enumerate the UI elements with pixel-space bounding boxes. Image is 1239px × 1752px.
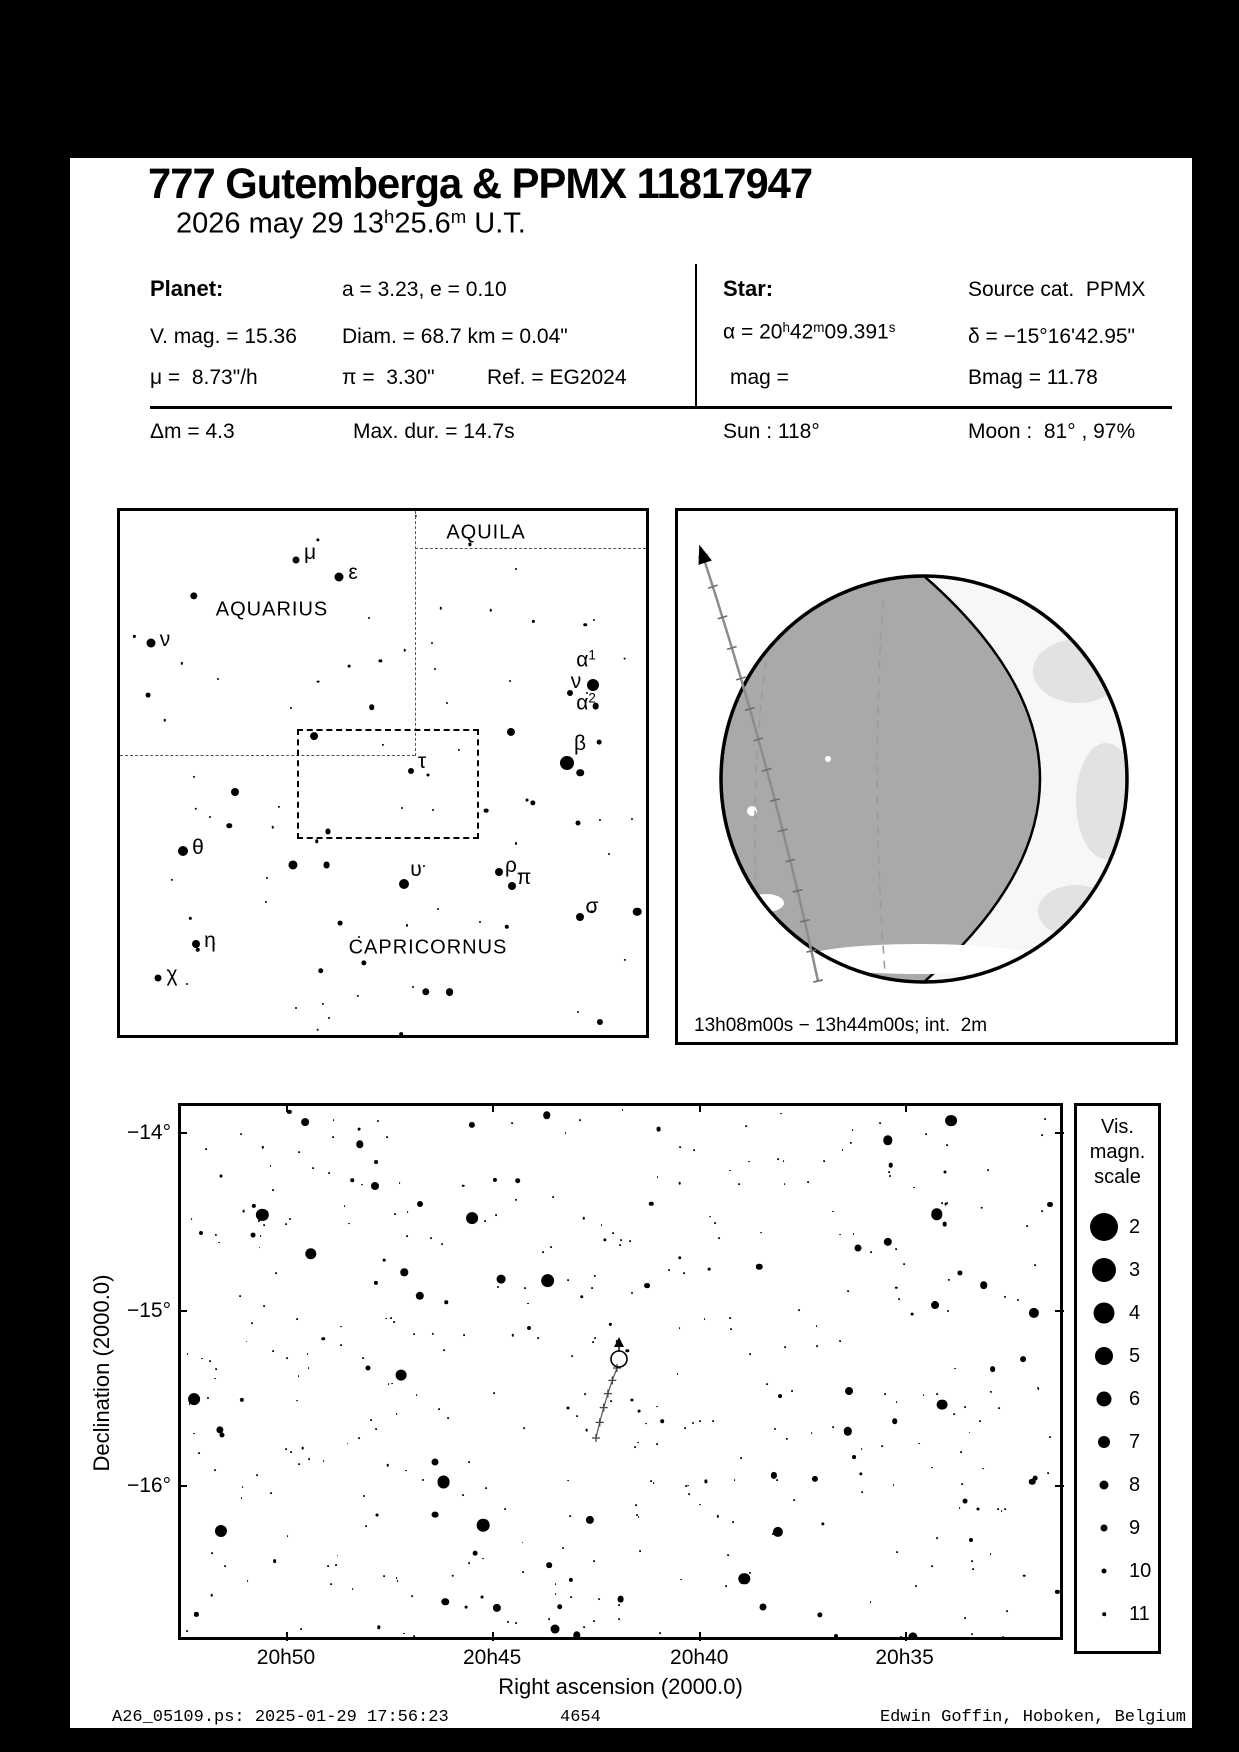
- named-star-dot: [408, 768, 414, 774]
- background-star: [525, 798, 528, 801]
- background-star: [328, 1017, 330, 1019]
- background-star: [532, 620, 534, 622]
- ra-tick: [905, 1103, 907, 1112]
- legend-magnitude: 3: [1129, 1259, 1141, 1281]
- planet-vmag: V. mag. = 15.36: [150, 325, 297, 348]
- background-star: [404, 649, 407, 652]
- background-star: [290, 707, 292, 709]
- background-star: [437, 908, 439, 910]
- text-part: h: [383, 206, 395, 227]
- star-mag: mag =: [730, 366, 789, 389]
- main-star-chart: [126, 1103, 1063, 1669]
- background-star: [295, 1007, 297, 1009]
- legend-title-line: scale: [1094, 1166, 1141, 1188]
- footer-page-number: 4654: [560, 1708, 601, 1727]
- landmass: [748, 894, 784, 912]
- marker-trail: [596, 1368, 617, 1438]
- background-star: [323, 861, 330, 868]
- background-star: [446, 702, 448, 704]
- background-star: [489, 609, 492, 612]
- constellation-label: AQUILA: [446, 521, 526, 544]
- text-part: 09.391: [824, 320, 889, 344]
- star-label: χ: [166, 963, 178, 986]
- star-label: π: [516, 866, 532, 889]
- star-label: ν: [159, 628, 171, 651]
- background-star: [576, 821, 581, 826]
- legend-dot: [1090, 1213, 1118, 1241]
- dec-tick: [178, 1485, 187, 1487]
- background-star: [505, 925, 509, 929]
- background-star: [347, 665, 350, 668]
- background-star: [509, 680, 511, 682]
- dec-tick-label: −14°: [126, 1120, 171, 1144]
- ra-tick: [492, 1103, 494, 1112]
- ra-tick: [699, 1632, 701, 1641]
- dec-tick: [178, 1310, 187, 1312]
- background-star: [412, 986, 414, 988]
- text-part: 2026 may 29 13: [176, 207, 384, 240]
- planet-diameter: Diam. = 68.7 km = 0.04": [342, 325, 568, 348]
- background-star: [180, 662, 182, 664]
- footer-filename: A26_05109.ps: 2025-01-29 17:56:23: [112, 1708, 449, 1727]
- background-star: [194, 807, 196, 809]
- background-star: [446, 988, 454, 996]
- background-star: [623, 959, 625, 961]
- legend-dot: [1102, 1569, 1107, 1574]
- star-right-ascension: [723, 320, 895, 345]
- background-star: [597, 1019, 603, 1025]
- named-star-dot: [192, 940, 200, 948]
- planet-section-label: Planet:: [150, 276, 224, 301]
- track-tick: [813, 980, 823, 982]
- fov-rectangle: [297, 729, 479, 839]
- star-label: θ: [192, 836, 204, 859]
- background-star: [265, 901, 267, 903]
- background-star: [631, 818, 633, 820]
- background-star: [434, 668, 436, 670]
- background-star: [317, 538, 320, 541]
- background-star: [196, 947, 200, 951]
- background-star: [593, 619, 595, 621]
- background-star: [515, 842, 517, 844]
- planet-orbit: a = 3.23, e = 0.10: [342, 278, 507, 301]
- page-title: 777 Gutemberga & PPMX 11817947: [148, 160, 813, 208]
- legend-magnitude: 4: [1129, 1302, 1141, 1324]
- dec-tick-label: −15°: [126, 1298, 171, 1322]
- star-label: μ: [303, 541, 317, 564]
- legend-dot: [1102, 1612, 1106, 1616]
- magnitude-legend: [1074, 1103, 1161, 1654]
- max-duration: Max. dur. = 14.7s: [353, 420, 515, 443]
- legend-magnitude: 10: [1129, 1560, 1152, 1582]
- background-star: [289, 860, 298, 869]
- moon-elongation: Moon : 81° , 97%: [968, 420, 1136, 443]
- background-star: [530, 800, 535, 805]
- ra-tick: [905, 1632, 907, 1641]
- text-part: m: [450, 206, 467, 227]
- background-star: [278, 806, 280, 808]
- table-divider: [695, 264, 697, 406]
- constellation-boundary: [415, 548, 646, 549]
- ra-tick: [492, 1632, 494, 1641]
- delta-m: Δm = 4.3: [150, 420, 235, 443]
- star-label: ε: [348, 561, 358, 584]
- background-star: [171, 879, 173, 881]
- text-part: h: [782, 320, 790, 335]
- sun-elongation: Sun : 118°: [723, 420, 820, 443]
- background-star: [217, 678, 219, 680]
- named-star-dot: [587, 679, 599, 691]
- star-label: β: [573, 732, 587, 755]
- named-star-dot: [399, 879, 409, 889]
- globe-panel: [675, 508, 1178, 1045]
- ra-tick-label: 20h35: [875, 1646, 934, 1669]
- ra-tick-label: 20h40: [670, 1646, 729, 1669]
- legend-dot: [1100, 1481, 1109, 1490]
- finder-chart: [117, 508, 649, 1038]
- background-star: [399, 1033, 403, 1035]
- star-label: τ: [417, 750, 427, 773]
- background-star: [189, 917, 191, 919]
- table-rule: [150, 406, 1172, 409]
- star-section-label: Star:: [723, 276, 774, 301]
- named-star-dot: [560, 756, 574, 770]
- track-arrow: [693, 542, 712, 564]
- text-part: 25.6: [394, 207, 451, 240]
- text-part: 42: [789, 320, 814, 344]
- background-star: [368, 617, 370, 619]
- marker-circle: [611, 1351, 627, 1367]
- dec-tick: [178, 1132, 187, 1134]
- background-star: [479, 921, 481, 923]
- background-star: [271, 826, 274, 829]
- legend-magnitude: 6: [1129, 1388, 1141, 1410]
- background-star: [422, 988, 429, 995]
- legend-dot: [1097, 1392, 1112, 1407]
- background-star: [422, 865, 424, 867]
- occultation-marker: [181, 1106, 1060, 1637]
- background-star: [623, 657, 626, 660]
- ra-tick-label: 20h50: [256, 1646, 316, 1669]
- legend-magnitude: 5: [1129, 1345, 1141, 1367]
- background-star: [599, 819, 601, 821]
- background-star: [440, 607, 442, 609]
- footer-author: Edwin Goffin, Hoboken, Belgium: [879, 1708, 1186, 1727]
- background-star: [379, 660, 382, 663]
- background-star: [317, 1028, 320, 1031]
- ra-tick: [286, 1103, 288, 1112]
- landmass: [825, 756, 831, 762]
- text-part: m: [813, 320, 825, 335]
- text-part: s: [888, 320, 896, 335]
- y-axis-title: Declination (2000.0): [89, 1274, 114, 1472]
- background-star: [357, 994, 359, 996]
- background-star: [266, 877, 268, 879]
- background-star: [361, 961, 366, 966]
- background-star: [584, 623, 588, 627]
- background-star: [597, 740, 602, 745]
- background-star: [133, 635, 135, 637]
- star-bmag: Bmag = 11.78: [968, 366, 1098, 389]
- legend-dot: [1094, 1303, 1115, 1324]
- dec-tick: [1055, 1132, 1064, 1134]
- dec-tick: [1055, 1485, 1064, 1487]
- named-star-dot: [508, 882, 516, 890]
- named-star-dot: [576, 913, 584, 921]
- background-star: [576, 769, 584, 777]
- named-star-dot: [147, 639, 156, 648]
- ra-tick-label: 20h45: [462, 1646, 522, 1669]
- background-star: [317, 680, 320, 683]
- background-star: [431, 642, 433, 644]
- background-star: [633, 907, 642, 916]
- star-label: υ: [410, 858, 422, 881]
- dec-tick: [1055, 1310, 1064, 1312]
- named-star-dot: [335, 573, 344, 582]
- named-star-dot: [155, 975, 162, 982]
- legend-magnitude: 2: [1129, 1216, 1141, 1238]
- legend-dot: [1092, 1258, 1116, 1282]
- legend-dot: [1101, 1525, 1108, 1532]
- constellation-label: CAPRICORNUS: [348, 936, 508, 959]
- background-star: [515, 568, 517, 570]
- background-star: [227, 823, 232, 828]
- ra-tick: [286, 1632, 288, 1641]
- legend-title-line: magn.: [1089, 1141, 1146, 1163]
- ra-tick: [699, 1103, 701, 1112]
- dec-tick-label: −16°: [126, 1473, 171, 1497]
- legend-title-line: Vis.: [1101, 1116, 1134, 1138]
- earth-globe: [678, 511, 1175, 1042]
- planet-mu: μ = 8.73"/h: [150, 366, 258, 389]
- legend-magnitude: 7: [1129, 1431, 1141, 1453]
- background-star: [338, 920, 343, 925]
- named-star-dot: [427, 774, 430, 777]
- background-star: [145, 692, 150, 697]
- star-label: η: [204, 929, 216, 952]
- star-label: $\alpha^1$: [576, 647, 596, 672]
- event-datetime: [176, 206, 526, 240]
- background-star: [507, 728, 515, 736]
- star-label: $\alpha^2$: [576, 690, 596, 715]
- text-part: α = 20: [723, 320, 783, 344]
- background-star: [186, 983, 188, 985]
- background-star: [608, 853, 610, 855]
- legend-magnitude: 11: [1129, 1603, 1150, 1625]
- legend-dot: [1098, 1436, 1110, 1448]
- background-star: [318, 968, 324, 974]
- x-axis-title: Right ascension (2000.0): [498, 1674, 743, 1699]
- named-star-dot: [178, 846, 188, 856]
- background-star: [315, 840, 318, 843]
- named-star-dot: [495, 868, 503, 876]
- planet-reference: Ref. = EG2024: [487, 366, 627, 389]
- background-star: [369, 705, 375, 711]
- background-star: [406, 924, 408, 926]
- star-source-catalog: Source cat. PPMX: [968, 278, 1146, 301]
- legend-magnitude: 8: [1129, 1474, 1141, 1496]
- marker-arrow: [614, 1337, 624, 1347]
- background-star: [484, 808, 489, 813]
- legend-dot: [1095, 1347, 1113, 1365]
- track-time-caption: 13h08m00s − 13h44m00s; int. 2m: [694, 1015, 988, 1036]
- star-label: ρ: [505, 854, 517, 877]
- star-label: σ: [585, 895, 599, 918]
- background-star: [164, 719, 166, 721]
- background-star: [577, 1011, 579, 1013]
- background-star: [190, 592, 197, 599]
- background-star: [231, 788, 239, 796]
- background-star: [322, 1003, 324, 1005]
- legend-magnitude: 9: [1129, 1517, 1141, 1539]
- star-label: ν: [570, 670, 582, 693]
- planet-parallax: π = 3.30": [342, 366, 435, 389]
- star-declination: δ = −15°16'42.95": [968, 325, 1136, 348]
- named-star-dot: [293, 557, 300, 564]
- background-star: [209, 816, 211, 818]
- constellation-label: AQUARIUS: [215, 598, 329, 621]
- text-part: U.T.: [466, 207, 526, 240]
- background-star: [193, 776, 195, 778]
